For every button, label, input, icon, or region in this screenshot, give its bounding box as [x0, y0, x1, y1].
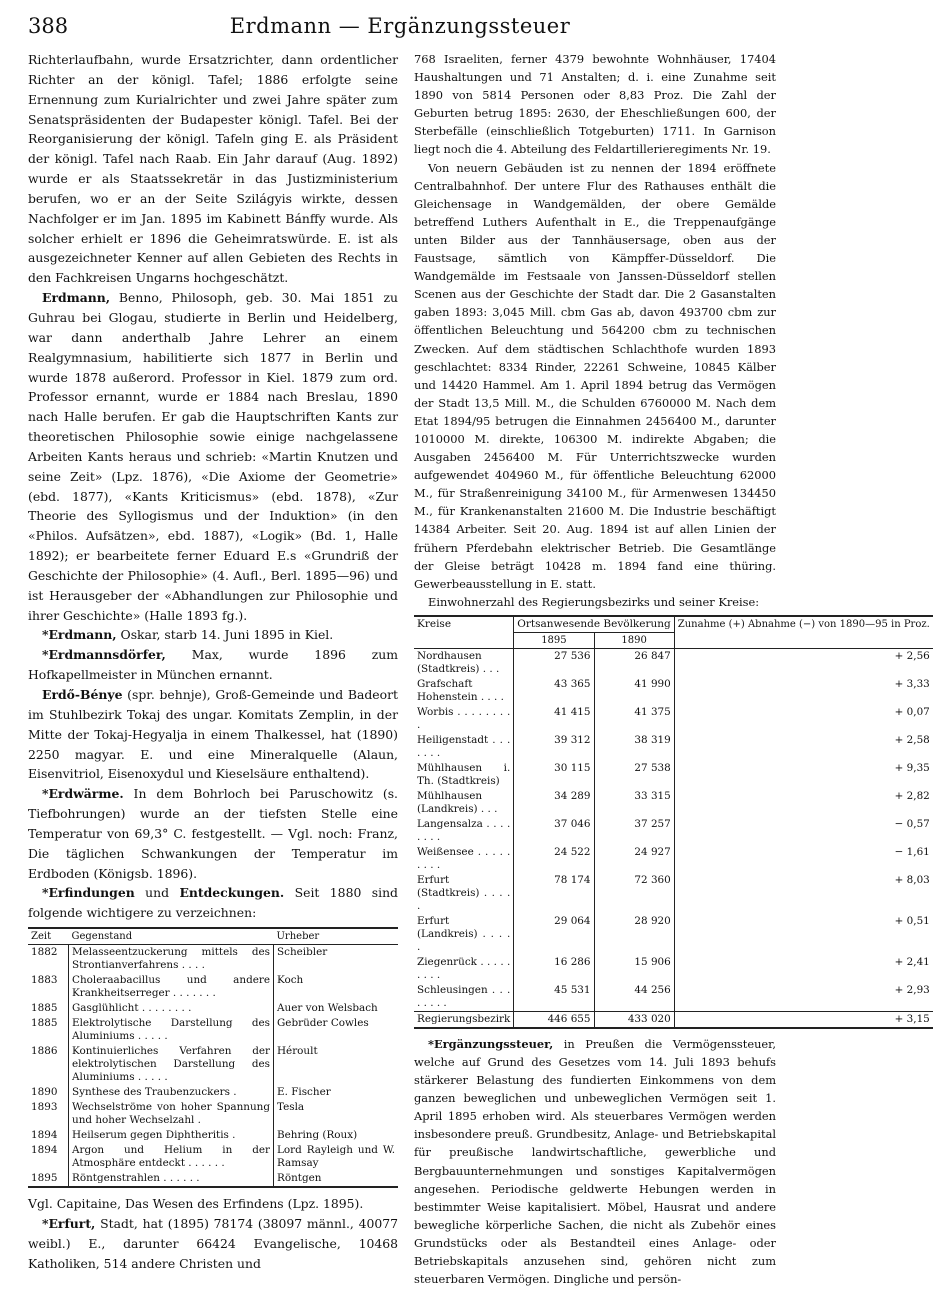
district-name: Ziegenrück . . . . . . . . .: [417, 955, 511, 981]
inventions-table-body: [28, 945, 398, 1188]
population-1895: 16 286: [514, 955, 594, 983]
population-1890: 72 360: [594, 873, 674, 914]
population-1895: 37 046: [514, 817, 594, 845]
entry-text: Oskar, starb 14. Juni 1895 in Kiel.: [116, 627, 334, 643]
invention-subject: Choleraabacillus und andere Krankheitserreger . . . . . . .: [69, 973, 274, 1001]
right-column: [414, 50, 930, 1288]
population-1895: 43 365: [514, 677, 594, 705]
change-percent: + 3,15: [674, 1011, 933, 1028]
table-row: [414, 705, 933, 733]
entry-connector: und: [134, 885, 180, 901]
population-1890: 38 319: [594, 733, 674, 761]
table-header-kreise: Kreise: [414, 616, 514, 649]
district-name: Schleusingen . . . . . . . .: [417, 983, 511, 1009]
table-header-1890: 1890: [594, 632, 674, 648]
paragraph: 768 Israeliten, ferner 4379 bewohnte Wohnhäuser, 17404 Haushaltungen und 71 Anstalten; d. i. eine Zunahme seit 1890 von 5814 Personen oder 8,83 Proz. Die Zahl der Geburten betrug 1895: 2630, der Eheschließungen 600, der Sterbefälle (einschließlich Totgeburten) 1711. In Garnison liegt noch die 4. Abteilung des Feldartillerieregiments Nr. 19.: [414, 52, 776, 157]
table-row: [28, 1001, 398, 1016]
invention-author: Röntgen: [274, 1171, 399, 1187]
invention-year: 1893: [28, 1100, 69, 1128]
population-1890: 433 020: [594, 1011, 674, 1028]
change-percent: − 0,57: [674, 817, 933, 845]
table-header-author: Urheber: [274, 928, 399, 945]
page-number: 388: [28, 14, 69, 38]
population-1890: 33 315: [594, 789, 674, 817]
change-percent: + 2,82: [674, 789, 933, 817]
entry-text: (spr. behnje), Groß-Gemeinde und Badeort im Stuhlbezirk Tokaj des ungar. Komitats Zemplin, in der Mitte der Tokaj-Hegyalja in einem Thalkessel, hat (1890) 2250 magyar. E. und eine Mineralquelle (Alaun, Eisenvitriol, Eisenoxydul und Kieselsäure enthaltend).: [28, 687, 398, 782]
table-row: [414, 845, 933, 873]
district-name: Weißensee . . . . . . . . .: [417, 845, 511, 871]
population-1890: 44 256: [594, 983, 674, 1012]
invention-author: Auer von Welsbach: [277, 1002, 378, 1015]
change-percent: − 1,61: [674, 845, 933, 873]
reference-note: Vgl. Capitaine, Das Wesen des Erfindens (Lpz. 1895).: [28, 1196, 364, 1212]
invention-author: E. Fischer: [277, 1086, 331, 1099]
invention-year: 1890: [28, 1085, 69, 1100]
population-table-body: [414, 648, 933, 1028]
table-row: [28, 1171, 398, 1187]
entry-erdwaerme: [28, 784, 398, 883]
table-row: [28, 1016, 398, 1044]
entry-lemma: *Erdwärme.: [42, 786, 124, 802]
entry-erfurt: [28, 1214, 398, 1274]
change-percent: + 2,93: [674, 983, 933, 1012]
table-row: [414, 873, 933, 914]
entry-lemma: *Ergänzungssteuer,: [428, 1036, 554, 1051]
population-1895: 41 415: [514, 705, 594, 733]
table-row: [414, 817, 933, 845]
district-name: Erfurt (Landkreis) . . . . .: [417, 914, 511, 953]
table-row: [28, 1143, 398, 1171]
population-1895: 30 115: [514, 761, 594, 789]
district-name: Regierungsbezirk: [414, 1011, 514, 1028]
population-1890: 26 847: [594, 648, 674, 677]
entry-erdmannsdoerfer: [28, 645, 398, 685]
invention-author: Gebrüder Cowles: [277, 1017, 369, 1030]
entry-erdmann-oskar: [28, 625, 398, 645]
invention-subject: Gasglühlicht . . . . . . . .: [69, 1001, 274, 1016]
table-row: [414, 761, 933, 789]
invention-year: 1885: [28, 1001, 69, 1016]
table-row: [414, 955, 933, 983]
district-name: Erfurt (Stadtkreis) . . . . .: [417, 873, 511, 912]
entry-lemma: *Erdmannsdörfer,: [42, 647, 166, 663]
invention-author: Lord Rayleigh und W. Ramsay: [277, 1144, 395, 1170]
invention-year: 1895: [28, 1171, 69, 1187]
table-header-1895: 1895: [514, 632, 594, 648]
invention-author: Tesla: [277, 1101, 305, 1114]
table-header-population: Ortsanwesende Bevölkerung: [514, 616, 674, 633]
table-row: [28, 1100, 398, 1128]
change-percent: + 0,07: [674, 705, 933, 733]
population-1895: 27 536: [514, 648, 594, 677]
entry-text: In dem Bohrloch bei Paruschowitz (s. Tiefbohrungen) wurde an der tiefsten Stelle eine Temperatur von 69,3° C. festgestellt. — Vgl. noch: Franz, Die täglichen Schwankungen der Temperatur im Erdboden (Königsb. 1896).: [28, 786, 398, 881]
population-1895: 45 531: [514, 983, 594, 1012]
inventions-table: [28, 927, 398, 1188]
invention-author: Scheibler: [277, 946, 328, 959]
population-1890: 37 257: [594, 817, 674, 845]
entry-lemma: *Erdmann,: [42, 627, 117, 643]
running-title: Erdmann — Ergänzungssteuer: [229, 14, 571, 38]
district-name: Worbis . . . . . . . . .: [417, 705, 511, 731]
population-1895: 29 064: [514, 914, 594, 955]
invention-year: 1894: [28, 1143, 69, 1171]
change-percent: + 2,41: [674, 955, 933, 983]
entry-text: Stadt, hat (1895) 78174 (38097 männl., 40077 weibl.) E., darunter 66424 Evangelische, 10468 Katholiken, 514 andere Christen und: [28, 1215, 398, 1271]
invention-subject: Elektrolytische Darstellung des Aluminiums . . . . .: [69, 1016, 274, 1044]
invention-author: Behring (Roux): [277, 1129, 358, 1142]
district-name: Grafschaft Hohenstein . . . .: [417, 677, 504, 703]
population-1890: 24 927: [594, 845, 674, 873]
entry-lemma-second: Entdeckungen.: [179, 885, 285, 901]
entry-erdo-benye: [28, 685, 398, 784]
change-percent: + 8,03: [674, 873, 933, 914]
invention-subject: Röntgenstrahlen . . . . . .: [69, 1171, 274, 1187]
population-1895: 24 522: [514, 845, 594, 873]
entry-text: in Preußen die Vermögenssteuer, welche auf Grund des Gesetzes vom 14. Juli 1893 behufs stärkerer Belastung des fundierten Einkommens von dem ganzen beweglichen und unbeweglichen Vermögen seit 1. April 1895 erhoben wird. Als steuerbares Vermögen werden insbesondere preuß. Grundbesitz, Anlage- und Betriebskapital für preußische landwirtschaftliche, gewerbliche und Bergbauunternehmungen und sonstiges Kapitalvermögen angesehen. Periodische geldwerte Hebungen werden in bestimmter Weise kapitalisiert. Möbel, Hausrat und andere bewegliche körperliche Sachen, die nicht als Zubehör eines Grundstücks oder als Bestandteil eines Anlage- oder Betriebskapitals anzusehen sind, gehören nicht zum steuerbaren Vermögen. Dingliche und persön-: [414, 1036, 776, 1287]
change-percent: + 2,56: [674, 648, 933, 677]
district-name: Mühlhausen i. Th. (Stadtkreis): [417, 761, 511, 787]
table-total-row: [414, 1011, 933, 1028]
invention-subject: Kontinuierliches Verfahren der elektrolytischen Darstellung des Aluminiums . . . . .: [69, 1044, 274, 1085]
entry-erfindungen: [28, 883, 398, 923]
population-1895: 446 655: [514, 1011, 594, 1028]
page-header: [28, 6, 772, 46]
population-1890: 15 906: [594, 955, 674, 983]
entry-ergaenzungssteuer: [414, 1035, 776, 1288]
invention-year: 1882: [28, 945, 69, 974]
entry-lemma: *Erfindungen: [42, 885, 135, 901]
invention-year: 1885: [28, 1016, 69, 1044]
population-1895: 34 289: [514, 789, 594, 817]
entry-erdmann-benno: [28, 288, 398, 625]
invention-year: 1886: [28, 1044, 69, 1085]
district-name: Nordhausen (Stadtkreis) . . .: [417, 649, 500, 675]
table-row: [28, 945, 398, 974]
entry-text: Seit 1880 sind folgende wichtigere zu verzeichnen:: [28, 885, 398, 921]
invention-year: 1894: [28, 1128, 69, 1143]
table-row: [28, 1128, 398, 1143]
entry-lemma: Erdmann,: [42, 290, 111, 306]
invention-subject: Argon und Helium in der Atmosphäre entdeckt . . . . . .: [69, 1143, 274, 1171]
table-intro: Einwohnerzahl des Regierungsbezirks und seiner Kreise:: [428, 594, 760, 609]
table-row: [414, 789, 933, 817]
population-1895: 78 174: [514, 873, 594, 914]
table-row: [414, 677, 933, 705]
table-row: [28, 973, 398, 1001]
table-row: [414, 914, 933, 955]
district-name: Mühlhausen (Landkreis) . . .: [417, 789, 498, 815]
change-percent: + 9,35: [674, 761, 933, 789]
invention-subject: Heilserum gegen Diphtheritis .: [69, 1128, 274, 1143]
entry-lemma: Erdő-Bénye: [42, 687, 123, 702]
table-row: [28, 1044, 398, 1085]
district-name: Langensalza . . . . . . . .: [417, 817, 511, 843]
paragraph: Von neuern Gebäuden ist zu nennen der 1894 eröffnete Centralbahnhof. Der untere Flur des Rathauses enthält die Gleichensage in Wandgemälden, der obere Gemälde betreffend Luthers Aufenthalt in E., die Treppenaufgänge unten Bilder aus der Tannhäusersage, oben aus der Faustsage, sämtlich von Kämpffer-Düsseldorf. Die Wandgemälde im Festsaale von Janssen-Düsseldorf stellen Scenen aus der Geschichte der Stadt dar. Die 2 Gasanstalten gaben 1893: 3,045 Mill. cbm Gas ab, davon 493700 cbm zur öffentlichen Beleuchtung und 564200 cbm zu technischen Zwecken. Auf dem städtischen Schlachthofe wurden 1893 geschlachtet: 8334 Rinder, 22261 Schweine, 10845 Kälber und 14420 Hammel. Am 1. April 1894 betrug das Vermögen der Stadt 13,5 Mill. M., die Schulden 6760000 M. Nach dem Etat 1894/95 betrugen die Einnahmen 2456400 M., darunter 1010000 M. direkte, 106300 M. indirekte Abgaben; die Ausgaben 2456400 M. Für Unterrichtszwecke wurden aufgewendet 404960 M., für öffentliche Beleuchtung 62000 M., für Straßenreinigung 34100 M., für Armenwesen 134450 M., für Krankenanstalten 21600 M. Die Industrie beschäftigt 14384 Arbeiter. Seit 20. Aug. 1894 ist auf allen Linien der frühern Pferdebahn elektrischer Betrieb. Die Gesamtlänge der Gleise beträgt 10428 m. 1894 fand eine thüring. Gewerbeausstellung in E. statt.: [414, 160, 776, 591]
population-1890: 41 990: [594, 677, 674, 705]
left-column: [28, 50, 398, 1274]
population-1890: 27 538: [594, 761, 674, 789]
table-header-year: Zeit: [28, 928, 69, 945]
change-percent: + 3,33: [674, 677, 933, 705]
change-percent: + 2,58: [674, 733, 933, 761]
table-row: [414, 983, 933, 1012]
invention-author: Héroult: [277, 1045, 318, 1058]
entry-lemma: *Erfurt,: [42, 1215, 96, 1231]
change-percent: + 0,51: [674, 914, 933, 955]
invention-subject: Melasseentzuckerung mittels des Strontianverfahrens . . . .: [69, 945, 274, 974]
table-header-change: Zunahme (+) Abnahme (−) von 1890—95 in Proz.: [674, 616, 933, 649]
entry-text: Benno, Philosoph, geb. 30. Mai 1851 zu Guhrau bei Glogau, studierte in Berlin und Heidelberg, war dann anderthalb Jahre Lehrer an einem Realgymnasium, habilitierte sich 1877 in Berlin und wurde 1878 außerord. Professor in Kiel. 1879 zum ord. Professor ernannt, wurde er 1884 nach Breslau, 1890 nach Halle berufen. Er gab die Hauptschriften Kants zur theoretischen Philosophie sowie einige nachgelassene Arbeiten Kants heraus und schrieb: «Martin Knutzen und seine Zeit» (Lpz. 1876), «Die Axiome der Geometrie» (ebd. 1877), «Kants Kriticismus» (ebd. 1878), «Zur Theorie des Syllogismus und der Induktion» (in den «Philos. Aufsätzen», ebd. 1887), «Logik» (Bd. 1, Halle 1892); er bearbeitete ferner Eduard E.s «Grundriß der Geschichte der Philosophie» (4. Aufl., Berl. 1895—96) und ist Herausgeber der «Abhandlungen zur Philosophie und ihrer Geschichte» (Halle 1893 fg.).: [28, 290, 398, 623]
table-row: [414, 648, 933, 677]
district-name: Heiligenstadt . . . . . . .: [417, 733, 511, 759]
population-1890: 41 375: [594, 705, 674, 733]
table-row: [414, 733, 933, 761]
invention-year: 1883: [28, 973, 69, 1001]
population-1895: 39 312: [514, 733, 594, 761]
entry-text: Max, wurde 1896 zum Hofkapellmeister in München ernannt.: [28, 647, 398, 683]
invention-subject: Wechselströme von hoher Spannung und hoher Wechselzahl .: [69, 1100, 274, 1128]
invention-subject: Synthese des Traubenzuckers .: [69, 1085, 274, 1100]
population-1890: 28 920: [594, 914, 674, 955]
invention-author: Koch: [277, 974, 304, 987]
table-header-subject: Gegenstand: [69, 928, 274, 945]
paragraph: Richterlaufbahn, wurde Ersatzrichter, dann ordentlicher Richter an der königl. Tafel; 1886 erfolgte seine Ernennung zum Kurialrichter und zwei Jahre später zum Senatspräsidenten der Budapester königl. Tafel. Bei der Reorganisierung der königl. Tafeln ging E. als Präsident der königl. Tafel nach Raab. Ein Jahr darauf (Aug. 1892) wurde er als Staatssekretär in das Justizministerium berufen, wo er an der Seite Szilágyis wirkte, dessen Nachfolger er im Jan. 1895 im Kabinett Bánffy wurde. Als solcher erhielt er 1896 die Geheimratswürde. E. ist als ausgezeichneter Kenner auf allen Gebieten des Rechts in den Fachkreisen Ungarns hochgeschätzt.: [28, 52, 398, 286]
table-row: [28, 1085, 398, 1100]
population-table: [414, 615, 933, 1029]
